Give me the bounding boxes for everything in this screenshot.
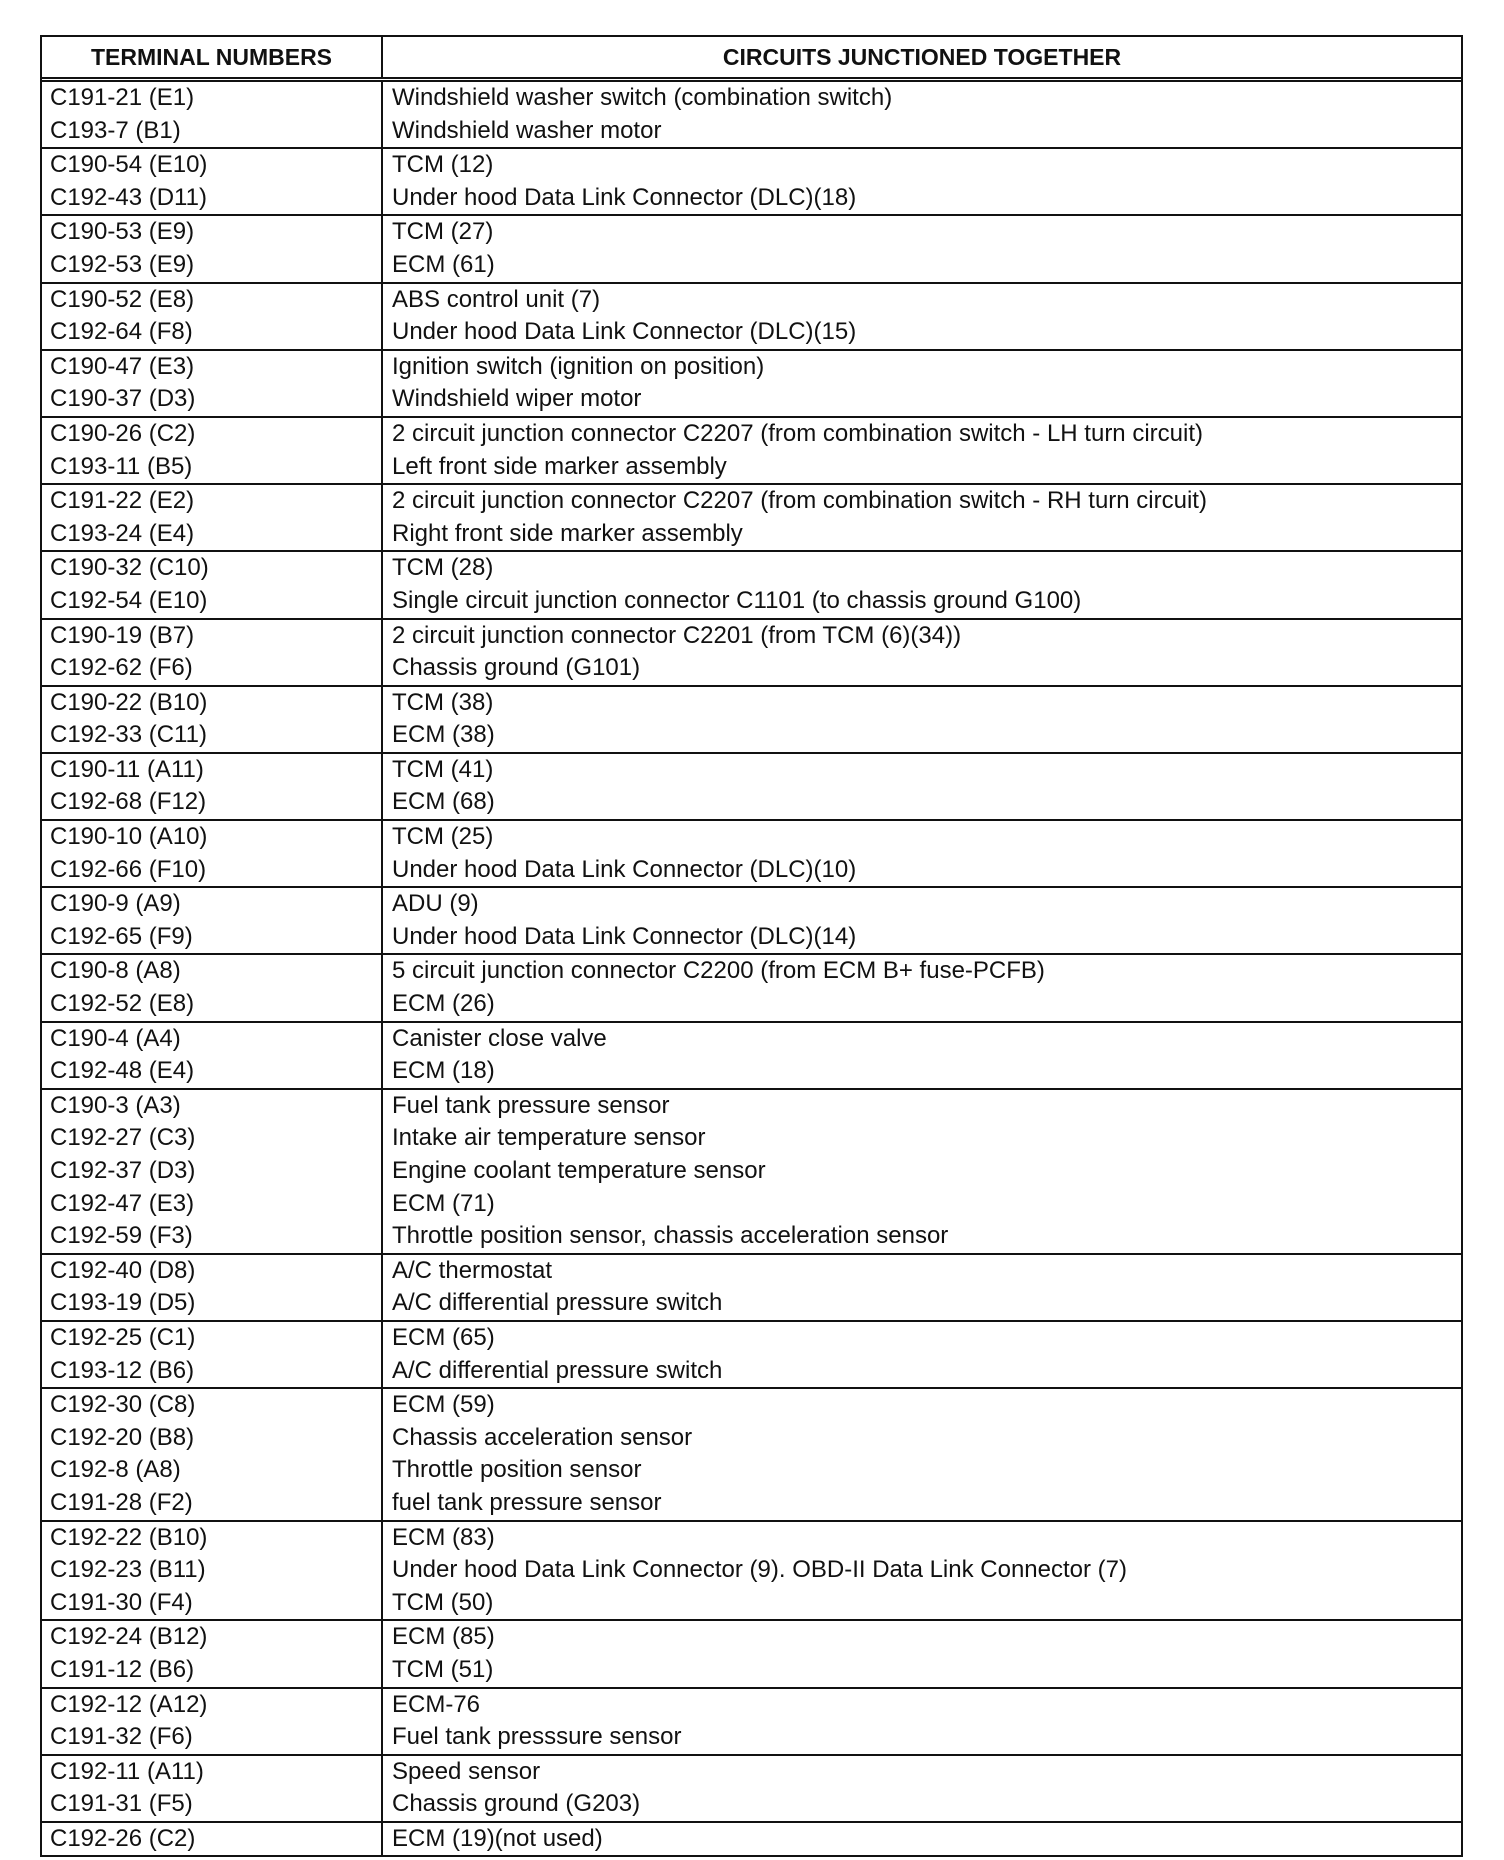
terminal-number: C192-62 (F6) (50, 654, 193, 682)
circuit-cell (383, 1389, 1461, 1519)
circuit-description: TCM (50) (392, 1588, 494, 1616)
table-header (42, 37, 1461, 82)
table-row-group (42, 418, 1461, 485)
terminal-number: C190-26 (C2) (50, 419, 196, 447)
terminal-cell (42, 1322, 383, 1387)
circuit-description: Chassis acceleration sensor (392, 1423, 693, 1451)
circuit-description: ECM (26) (392, 990, 495, 1018)
terminal-number: C192-52 (E8) (50, 990, 195, 1018)
circuit-description: ADU (9) (392, 890, 479, 918)
terminal-number: C190-4 (A4) (50, 1024, 181, 1052)
terminal-cell (42, 620, 383, 685)
terminal-number: C190-19 (B7) (50, 621, 195, 649)
circuit-description: 2 circuit junction connector C2207 (from combination switch - RH turn circuit) (392, 487, 1207, 515)
terminal-cell (42, 552, 383, 617)
terminal-cell (42, 149, 383, 214)
circuit-description: Under hood Data Link Connector (DLC)(15) (392, 318, 857, 346)
terminal-number: C191-32 (F6) (50, 1723, 193, 1751)
terminal-number: C192-64 (F8) (50, 318, 193, 346)
circuit-description: ECM (19)(not used) (392, 1824, 603, 1852)
circuit-description: Windshield washer motor (392, 116, 662, 144)
circuit-description: Intake air temperature sensor (392, 1124, 706, 1152)
terminal-cell (42, 1621, 383, 1686)
table-row-group (42, 821, 1461, 888)
table-row-group (42, 485, 1461, 552)
terminal-number: C192-27 (C3) (50, 1124, 196, 1152)
circuit-cell (383, 82, 1461, 147)
table-row-group (42, 1389, 1461, 1521)
terminal-number: C193-19 (D5) (50, 1289, 196, 1317)
terminal-number: C190-8 (A8) (50, 957, 181, 985)
circuit-cell (383, 1090, 1461, 1253)
terminal-cell (42, 485, 383, 550)
terminal-number: C191-22 (E2) (50, 487, 195, 515)
circuit-cell (383, 351, 1461, 416)
terminal-number: C192-47 (E3) (50, 1189, 195, 1217)
table-row-group (42, 149, 1461, 216)
terminal-cell (42, 216, 383, 281)
circuit-description: ECM-76 (392, 1690, 481, 1718)
circuit-cell (383, 149, 1461, 214)
circuit-description: A/C thermostat (392, 1256, 553, 1284)
junction-table (40, 35, 1463, 1857)
terminal-number: C191-30 (F4) (50, 1588, 193, 1616)
header-terminal-numbers: TERMINAL NUMBERS (42, 37, 383, 77)
circuit-description: TCM (25) (392, 823, 494, 851)
terminal-number: C193-12 (B6) (50, 1356, 195, 1384)
terminal-number: C191-28 (F2) (50, 1488, 193, 1516)
circuit-cell (383, 485, 1461, 550)
terminal-number: C190-54 (E10) (50, 151, 208, 179)
circuit-description: Fuel tank pressure sensor (392, 1091, 670, 1119)
terminal-number: C192-30 (C8) (50, 1391, 196, 1419)
terminal-number: C190-32 (C10) (50, 554, 209, 582)
circuit-cell (383, 687, 1461, 752)
terminal-number: C192-26 (C2) (50, 1824, 196, 1852)
circuit-description: ECM (68) (392, 788, 495, 816)
circuit-description: ECM (65) (392, 1323, 495, 1351)
terminal-number: C192-8 (A8) (50, 1456, 181, 1484)
circuit-description: Windshield wiper motor (392, 385, 642, 413)
circuit-description: TCM (41) (392, 755, 494, 783)
terminal-number: C190-3 (A3) (50, 1091, 181, 1119)
circuit-description: TCM (12) (392, 151, 494, 179)
circuit-cell (383, 418, 1461, 483)
terminal-cell (42, 754, 383, 819)
table-row-group (42, 1689, 1461, 1756)
table-row-group (42, 1522, 1461, 1622)
circuit-cell (383, 1823, 1461, 1856)
terminal-number: C192-48 (E4) (50, 1057, 195, 1085)
terminal-cell (42, 82, 383, 147)
terminal-number: C192-40 (D8) (50, 1256, 196, 1284)
terminal-number: C190-11 (A11) (50, 755, 204, 783)
terminal-number: C190-52 (E8) (50, 285, 195, 313)
terminal-cell (42, 351, 383, 416)
terminal-cell (42, 1756, 383, 1821)
circuit-description: Fuel tank presssure sensor (392, 1723, 682, 1751)
circuit-cell (383, 1322, 1461, 1387)
circuit-description: ECM (85) (392, 1623, 495, 1651)
table-row-group (42, 1255, 1461, 1322)
circuit-description: 2 circuit junction connector C2201 (from TCM (6)(34)) (392, 621, 962, 649)
terminal-number: C191-21 (E1) (50, 84, 195, 111)
circuit-description: TCM (28) (392, 554, 494, 582)
terminal-number: C192-37 (D3) (50, 1157, 196, 1184)
circuit-description: Under hood Data Link Connector (DLC)(10) (392, 855, 857, 883)
circuit-description: 5 circuit junction connector C2200 (from ECM B+ fuse-PCFB) (392, 957, 1045, 985)
terminal-number: C192-23 (B11) (50, 1556, 206, 1584)
table-row-group (42, 1756, 1461, 1823)
table-row-group (42, 955, 1461, 1022)
terminal-number: C192-20 (B8) (50, 1423, 195, 1451)
terminal-cell (42, 888, 383, 953)
terminal-number: C192-22 (B10) (50, 1523, 208, 1551)
circuit-description: Canister close valve (392, 1024, 607, 1052)
terminal-number: C192-59 (F3) (50, 1222, 193, 1250)
terminal-cell (42, 1255, 383, 1320)
circuit-description: Chassis ground (G203) (392, 1790, 641, 1818)
circuit-description: Engine coolant temperature sensor (392, 1157, 766, 1184)
terminal-cell (42, 1090, 383, 1253)
table-row-group (42, 1621, 1461, 1688)
circuit-description: Ignition switch (ignition on position) (392, 352, 765, 380)
terminal-number: C192-25 (C1) (50, 1323, 196, 1351)
terminal-number: C193-24 (E4) (50, 519, 195, 547)
terminal-number: C192-68 (F12) (50, 788, 207, 816)
circuit-cell (383, 1756, 1461, 1821)
table-row-group (42, 552, 1461, 619)
terminal-number: C190-47 (E3) (50, 352, 195, 380)
terminal-cell (42, 1023, 383, 1088)
circuit-description: ECM (18) (392, 1057, 495, 1085)
circuit-description: 2 circuit junction connector C2207 (from combination switch - LH turn circuit) (392, 419, 1203, 447)
circuit-description: A/C differential pressure switch (392, 1289, 723, 1317)
terminal-cell (42, 1389, 383, 1519)
table-row-group (42, 1322, 1461, 1389)
terminal-cell (42, 418, 383, 483)
table-row-group (42, 1823, 1461, 1856)
terminal-cell (42, 687, 383, 752)
terminal-number: C192-43 (D11) (50, 183, 207, 211)
table-row-group (42, 1090, 1461, 1255)
circuit-description: TCM (38) (392, 688, 494, 716)
table-row-group (42, 82, 1461, 149)
circuit-description: Speed sensor (392, 1757, 541, 1785)
circuit-cell (383, 955, 1461, 1020)
circuit-description: Right front side marker assembly (392, 519, 743, 547)
terminal-cell (42, 955, 383, 1020)
circuit-cell (383, 1522, 1461, 1620)
table-row-group (42, 1023, 1461, 1090)
circuit-description: Throttle position sensor (392, 1456, 642, 1484)
circuit-description: ECM (83) (392, 1523, 495, 1551)
terminal-number: C193-7 (B1) (50, 116, 181, 144)
circuit-description: Windshield washer switch (combination switch) (392, 84, 893, 111)
terminal-number: C190-53 (E9) (50, 218, 195, 246)
circuit-description: TCM (27) (392, 218, 494, 246)
terminal-number: C190-37 (D3) (50, 385, 196, 413)
terminal-number: C192-53 (E9) (50, 250, 195, 278)
terminal-number: C192-65 (F9) (50, 922, 193, 950)
circuit-description: Throttle position sensor, chassis acceleration sensor (392, 1222, 949, 1250)
circuit-description: Under hood Data Link Connector (DLC)(14) (392, 922, 857, 950)
terminal-number: C191-12 (B6) (50, 1655, 195, 1683)
table-row-group (42, 284, 1461, 351)
circuit-description: TCM (51) (392, 1655, 494, 1683)
circuit-cell (383, 1023, 1461, 1088)
circuit-description: Left front side marker assembly (392, 452, 727, 480)
terminal-number: C192-54 (E10) (50, 586, 208, 614)
circuit-description: Under hood Data Link Connector (DLC)(18) (392, 183, 857, 211)
circuit-cell (383, 216, 1461, 281)
circuit-description: ECM (38) (392, 721, 495, 749)
terminal-cell (42, 821, 383, 886)
table-row-group (42, 754, 1461, 821)
circuit-cell (383, 284, 1461, 349)
circuit-description: ECM (59) (392, 1391, 495, 1419)
circuit-description: ABS control unit (7) (392, 285, 601, 313)
terminal-number: C190-22 (B10) (50, 688, 208, 716)
table-row-group (42, 351, 1461, 418)
circuit-description: ECM (61) (392, 250, 495, 278)
circuit-description: Chassis ground (G101) (392, 654, 641, 682)
table-row-group (42, 216, 1461, 283)
circuit-cell (383, 1689, 1461, 1754)
terminal-number: C192-33 (C11) (50, 721, 207, 749)
circuit-description: Single circuit junction connector C1101 (to chassis ground G100) (392, 586, 1082, 614)
terminal-number: C193-11 (B5) (50, 452, 193, 480)
circuit-description: fuel tank pressure sensor (392, 1488, 662, 1516)
table-row-group (42, 620, 1461, 687)
circuit-cell (383, 620, 1461, 685)
circuit-description: Under hood Data Link Connector (9). OBD-II Data Link Connector (7) (392, 1556, 1128, 1584)
terminal-number: C192-12 (A12) (50, 1690, 208, 1718)
circuit-cell (383, 888, 1461, 953)
terminal-number: C192-24 (B12) (50, 1623, 208, 1651)
circuit-cell (383, 1255, 1461, 1320)
terminal-number: C192-66 (F10) (50, 855, 207, 883)
circuit-description: A/C differential pressure switch (392, 1356, 723, 1384)
table-row-group (42, 888, 1461, 955)
circuit-cell (383, 1621, 1461, 1686)
terminal-number: C190-10 (A10) (50, 823, 208, 851)
table-row-group (42, 687, 1461, 754)
terminal-cell (42, 1823, 383, 1856)
terminal-number: C192-11 (A11) (50, 1757, 204, 1785)
header-circuits-junctioned: CIRCUITS JUNCTIONED TOGETHER (722, 43, 1122, 70)
circuit-cell (383, 821, 1461, 886)
circuit-cell (383, 552, 1461, 617)
table-body (42, 82, 1461, 1855)
terminal-cell (42, 1689, 383, 1754)
circuit-cell (383, 754, 1461, 819)
terminal-number: C191-31 (F5) (50, 1790, 193, 1818)
terminal-number: C190-9 (A9) (50, 890, 181, 918)
circuit-description: ECM (71) (392, 1189, 495, 1217)
terminal-cell (42, 1522, 383, 1620)
terminal-cell (42, 284, 383, 349)
